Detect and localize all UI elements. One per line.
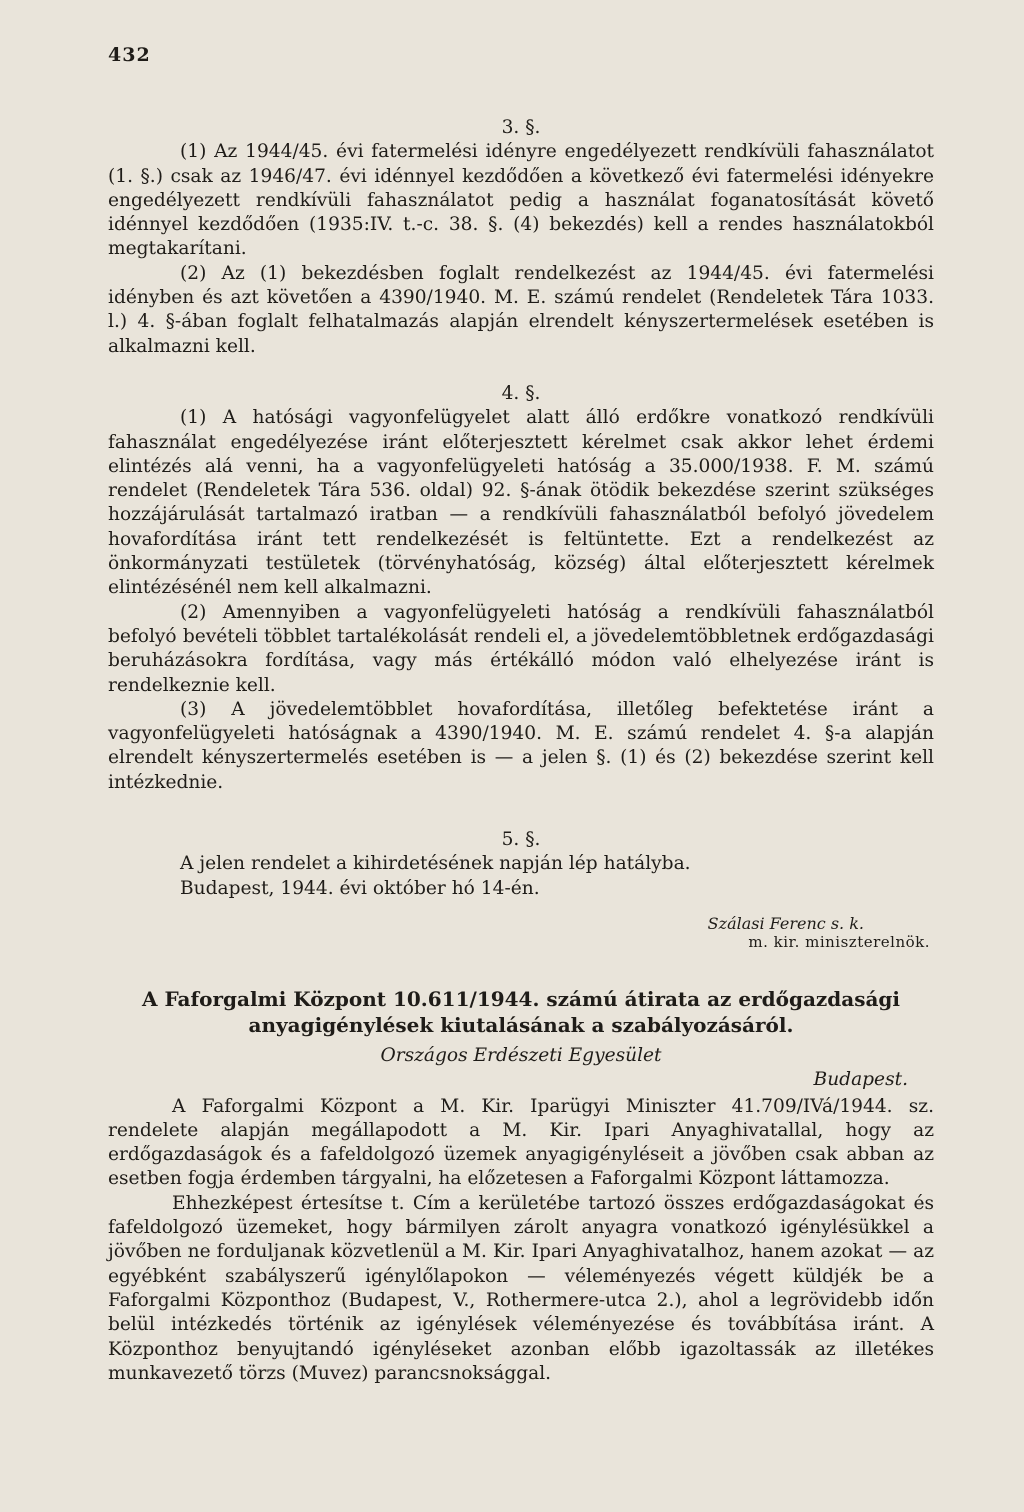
section-3 [108, 116, 934, 359]
section-5 [108, 828, 934, 901]
article [108, 986, 934, 1386]
section-5-heading: 5. §. [501, 829, 541, 850]
article-paragraph-1: A Faforgalmi Központ a M. Kir. Iparügyi Miniszter 41.709/IVá/1944. sz. rendelete alapján megállapodott a M. Kir. Ipari Anyaghivatallal, hogy az erdőgazdaságok és a fafeldolgozó üzemek anyagigényléseit a jövőben csak abban az esetben fogja érdemben tárgyalni, ha előzetesen a Faforgalmi Központ láttamozza. [108, 1095, 934, 1190]
section-4-paragraph-2: (2) Amennyiben a vagyonfelügyeleti hatóság a rendkívüli fahasználatból befolyó bevételi többlet tartalékolását rendeli el, a jövedelemtöbbletnek erdőgazdasági beruházásokra fordítása, vagy más értékálló módon való elhelyezése iránt is rendelkeznie kell. [108, 601, 934, 696]
section-4 [108, 382, 934, 795]
signature-title: m. kir. miniszterelnök. [748, 933, 930, 951]
section-3-paragraph-2: (2) Az (1) bekezdésben foglalt rendelkezést az 1944/45. évi fatermelési idényben és azt követően a 4390/1940. M. E. számú rendelet (Rendeletek Tára 1033. l.) 4. §-ában foglalt felhatalmazás alapján elrendelt kényszertermelések esetében is alkalmazni kell. [108, 262, 934, 357]
article-paragraph-2: Ehhezképest értesítse t. Cím a kerületébe tartozó összes erdőgazdaságokat és fafeldolgozó üzemeket, hogy bármilyen zárolt anyagra vonatkozó igénylésükkel a jövőben ne forduljanak közvetlenül a M. Kir. Ipari Anyaghivatalhoz, hanem azokat — az egyébként szabályszerű igénylőlapokon — véleményezés végett küldjék be a Faforgalmi Központhoz (Budapest, V., Rothermere-utca 2.), ahol a legrövidebb időn belül intézkedés történik az igénylések véleményezése és továbbítása iránt. A Központhoz benyujtandó igényléseket azonban előbb igazoltassák az illetékes munkavezető törzs (Muvez) parancsnoksággal. [108, 1192, 934, 1384]
section-4-paragraph-3: (3) A jövedelemtöbblet hovafordítása, illetőleg befektetése iránt a vagyonfelügyeleti hatóságnak a 4390/1940. M. E. számú rendelet 4. §-a alapján elrendelt kényszertermelés esetében is — a jelen §. (1) és (2) bekezdése szerint kell intézkednie. [108, 698, 934, 793]
page-number: 432 [108, 44, 151, 66]
section-3-heading: 3. §. [501, 117, 541, 138]
article-title-line-2: anyagigénylések kiutalásának a szabályozásáról. [248, 1013, 794, 1037]
addressee: Országos Erdészeti Egyesület [380, 1045, 662, 1066]
section-4-heading: 4. §. [501, 383, 541, 404]
article-title-line-1: A Faforgalmi Központ 10.611/1944. számú átirata az erdőgazdasági [141, 987, 901, 1011]
addressee-city: Budapest. [813, 1069, 908, 1091]
signature-block [108, 914, 934, 951]
dateline: Budapest, 1944. évi október hó 14-én. [180, 877, 540, 899]
section-4-paragraph-1: (1) A hatósági vagyonfelügyelet alatt álló erdőkre vonatkozó rendkívüli fahasználat engedélyezése iránt előterjesztett kérelmet csak akkor lehet érdemi elintézés alá venni, ha a vagyonfelügyeleti hatóság a 35.000/1938. F. M. számú rendelet (Rendeletek Tára 536. oldal) 92. §-ának ötödik bekezdése szerint szükséges hozzájárulását tartalmazó iratban — a rendkívüli fahasználatból befolyó jövedelem hovafordítása iránt tett rendelkezését is feltüntette. Ezt a rendelkezést az önkormányzati testületek (törvényhatóság, község) által előterjesztett kérelmek elintézésénél nem kell alkalmazni. [108, 407, 934, 599]
signature-name: Szálasi Ferenc s. k. [707, 914, 864, 933]
section-5-paragraph-1: A jelen rendelet a kihirdetésének napján lép hatályba. [180, 853, 691, 875]
section-3-paragraph-1: (1) Az 1944/45. évi fatermelési idényre engedélyezett rendkívüli fahasználatot (1. §.) csak az 1946/47. évi idénnyel kezdődően a következő évi fatermelési idényekre engedélyezett rendkívüli fahasználatot pedig a használat foganatosítását követő idénnyel kezdődően (1935:IV. t.-c. 38. §. (4) bekezdés) kell a rendes használatokból megtakarítani. [108, 141, 934, 260]
